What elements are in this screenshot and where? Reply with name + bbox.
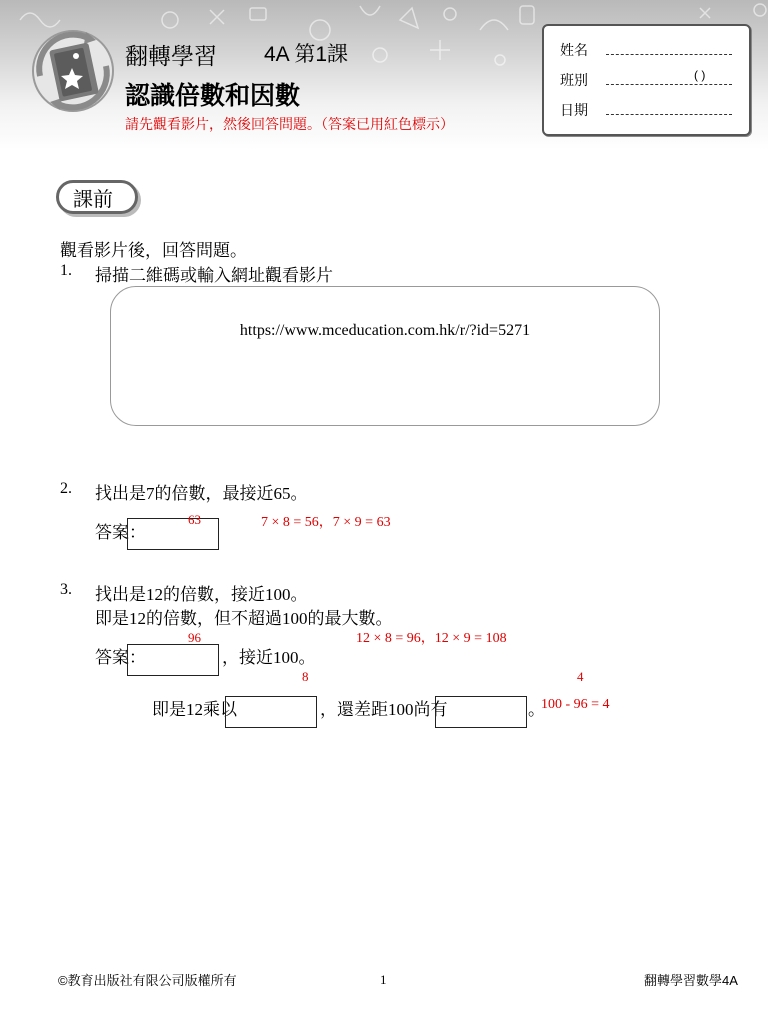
book-logo-icon (28, 26, 118, 116)
topic-title: 認識倍數和因數 (125, 82, 301, 110)
q1-text: 掃描二維碼或輸入網址觀看影片 (95, 266, 333, 285)
q3-number: 3. (60, 581, 72, 598)
student-info-box (542, 24, 751, 136)
q3-line1: 找出是12的倍數，接近100。 (95, 585, 308, 604)
footer-page-number: 1 (380, 972, 387, 987)
q3-working-c: 100 - 96 = 4 (541, 697, 610, 712)
name-field[interactable] (606, 54, 732, 55)
q3-line3-part1: 即是12乘以 (152, 700, 237, 719)
q3-answer-a: 96 (188, 630, 201, 645)
q3-answer-box-b[interactable] (225, 696, 317, 728)
q3-answer-prefix: 答案： (95, 648, 146, 667)
footer-book-title: 翻轉學習數學4A (644, 973, 738, 988)
section-title: 課前 (73, 188, 113, 211)
q2-number: 2. (60, 480, 72, 497)
q2-answer-prefix: 答案： (95, 523, 146, 542)
q3-line3-part3: 。 (528, 700, 545, 719)
q3-answer-b: 8 (302, 669, 309, 684)
q3-suffix-a: ，接近100。 (222, 648, 316, 667)
q3-answer-box-a[interactable] (127, 644, 219, 676)
class-field[interactable] (606, 84, 732, 85)
q1-number: 1. (60, 262, 72, 279)
q3-line3-part2: ，還差距100尚有 (320, 700, 448, 719)
q3-answer-c: 4 (577, 669, 584, 684)
q3-answer-box-c[interactable] (435, 696, 527, 728)
q2-text: 找出是7的倍數，最接近65。 (95, 484, 308, 503)
q2-answer-box[interactable] (127, 518, 219, 550)
video-url-link[interactable]: https://www.mceducation.com.hk/r/?id=5271 (239, 322, 531, 339)
q2-answer: 63 (188, 512, 201, 527)
series-title: 翻轉學習 (125, 43, 217, 69)
unit-number: 4A 第1課 (264, 43, 349, 66)
red-instruction: 請先觀看影片，然後回答問題。（答案已用紅色標示） (125, 116, 454, 132)
date-label: 日期 (560, 102, 588, 118)
class-label: 班別 (560, 72, 588, 88)
intro-text: 觀看影片後，回答問題。 (60, 241, 247, 260)
q2-working: 7 × 8 = 56，7 × 9 = 63 (261, 515, 391, 530)
q3-working-a: 12 × 8 = 96，12 × 9 = 108 (356, 631, 507, 646)
footer-copyright: ©教育出版社有限公司版權所有 (58, 973, 237, 988)
q3-line2: 即是12的倍數，但不超過100的最大數。 (95, 609, 393, 628)
date-field[interactable] (606, 114, 732, 115)
class-number-paren: ( ) (694, 68, 706, 82)
section-tab (56, 180, 138, 214)
video-link-box (110, 286, 660, 426)
name-label: 姓名 (560, 42, 588, 58)
